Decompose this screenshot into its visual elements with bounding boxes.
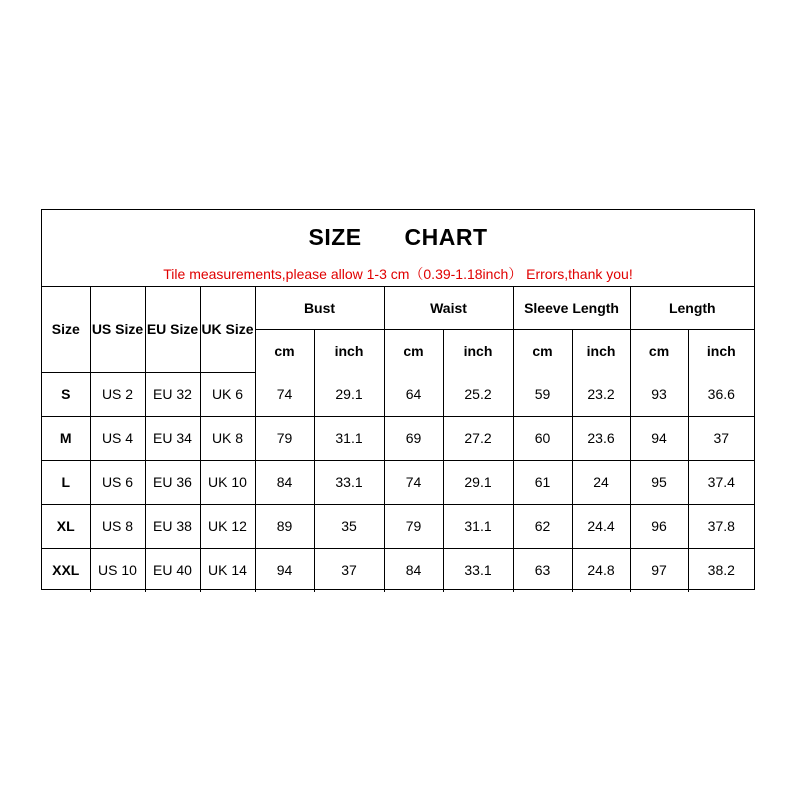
cell-us: US 2 <box>90 372 145 416</box>
cell-size: S <box>42 372 90 416</box>
header-size: Size <box>42 287 90 372</box>
cell-eu: EU 32 <box>145 372 200 416</box>
unit-bust-cm: cm <box>255 329 314 372</box>
cell-length-cm: 94 <box>630 416 688 460</box>
unit-length-inch: inch <box>688 329 754 372</box>
cell-sleeve-inch: 23.6 <box>572 416 630 460</box>
size-chart <box>41 209 755 590</box>
header-uk-size: UK Size <box>200 287 255 372</box>
cell-uk: UK 8 <box>200 416 255 460</box>
cell-bust-cm: 74 <box>255 372 314 416</box>
cell-waist-cm: 79 <box>384 504 443 548</box>
header-bust: Bust <box>255 287 384 329</box>
cell-bust-cm: 84 <box>255 460 314 504</box>
cell-waist-cm: 69 <box>384 416 443 460</box>
cell-eu: EU 40 <box>145 548 200 592</box>
cell-waist-cm: 64 <box>384 372 443 416</box>
cell-uk: UK 12 <box>200 504 255 548</box>
cell-bust-cm: 89 <box>255 504 314 548</box>
cell-sleeve-cm: 63 <box>513 548 572 592</box>
cell-sleeve-inch: 24.4 <box>572 504 630 548</box>
cell-size: XL <box>42 504 90 548</box>
cell-uk: UK 10 <box>200 460 255 504</box>
cell-bust-inch: 35 <box>314 504 384 548</box>
cell-length-inch: 36.6 <box>688 372 754 416</box>
cell-sleeve-inch: 24.8 <box>572 548 630 592</box>
unit-length-cm: cm <box>630 329 688 372</box>
title-word-chart: CHART <box>404 224 488 250</box>
cell-sleeve-inch: 24 <box>572 460 630 504</box>
chart-title <box>42 210 754 264</box>
cell-bust-cm: 94 <box>255 548 314 592</box>
cell-sleeve-cm: 60 <box>513 416 572 460</box>
cell-size: XXL <box>42 548 90 592</box>
header-length: Length <box>630 287 754 329</box>
table-row <box>42 548 754 592</box>
cell-uk: UK 14 <box>200 548 255 592</box>
cell-sleeve-inch: 23.2 <box>572 372 630 416</box>
cell-eu: EU 38 <box>145 504 200 548</box>
cell-bust-cm: 79 <box>255 416 314 460</box>
cell-eu: EU 34 <box>145 416 200 460</box>
cell-length-cm: 93 <box>630 372 688 416</box>
cell-waist-inch: 31.1 <box>443 504 513 548</box>
cell-bust-inch: 33.1 <box>314 460 384 504</box>
cell-bust-inch: 29.1 <box>314 372 384 416</box>
cell-length-cm: 95 <box>630 460 688 504</box>
header-eu-size: EU Size <box>145 287 200 372</box>
table-row <box>42 504 754 548</box>
cell-us: US 4 <box>90 416 145 460</box>
header-us-size: US Size <box>90 287 145 372</box>
cell-sleeve-cm: 59 <box>513 372 572 416</box>
unit-sleeve-inch: inch <box>572 329 630 372</box>
cell-waist-inch: 25.2 <box>443 372 513 416</box>
cell-waist-inch: 33.1 <box>443 548 513 592</box>
title-block <box>42 210 754 287</box>
unit-waist-inch: inch <box>443 329 513 372</box>
table-row <box>42 416 754 460</box>
unit-bust-inch: inch <box>314 329 384 372</box>
cell-waist-cm: 84 <box>384 548 443 592</box>
cell-waist-cm: 74 <box>384 460 443 504</box>
size-rows <box>42 372 754 592</box>
cell-us: US 6 <box>90 460 145 504</box>
cell-us: US 8 <box>90 504 145 548</box>
cell-length-inch: 38.2 <box>688 548 754 592</box>
cell-length-inch: 37.8 <box>688 504 754 548</box>
header-row-top <box>42 287 754 329</box>
cell-length-cm: 97 <box>630 548 688 592</box>
table-row <box>42 460 754 504</box>
cell-uk: UK 6 <box>200 372 255 416</box>
cell-length-inch: 37 <box>688 416 754 460</box>
cell-sleeve-cm: 61 <box>513 460 572 504</box>
unit-waist-cm: cm <box>384 329 443 372</box>
header-waist: Waist <box>384 287 513 329</box>
measurement-note: Tile measurements,please allow 1-3 cm（0.39-1.18inch） Errors,thank you! <box>163 266 633 282</box>
cell-length-cm: 96 <box>630 504 688 548</box>
cell-us: US 10 <box>90 548 145 592</box>
size-table <box>42 287 754 592</box>
header-sleeve-length: Sleeve Length <box>513 287 630 329</box>
cell-length-inch: 37.4 <box>688 460 754 504</box>
cell-bust-inch: 37 <box>314 548 384 592</box>
cell-eu: EU 36 <box>145 460 200 504</box>
cell-sleeve-cm: 62 <box>513 504 572 548</box>
title-word-size: SIZE <box>308 224 362 250</box>
cell-waist-inch: 29.1 <box>443 460 513 504</box>
unit-sleeve-cm: cm <box>513 329 572 372</box>
cell-bust-inch: 31.1 <box>314 416 384 460</box>
table-row <box>42 372 754 416</box>
cell-size: L <box>42 460 90 504</box>
cell-waist-inch: 27.2 <box>443 416 513 460</box>
cell-size: M <box>42 416 90 460</box>
